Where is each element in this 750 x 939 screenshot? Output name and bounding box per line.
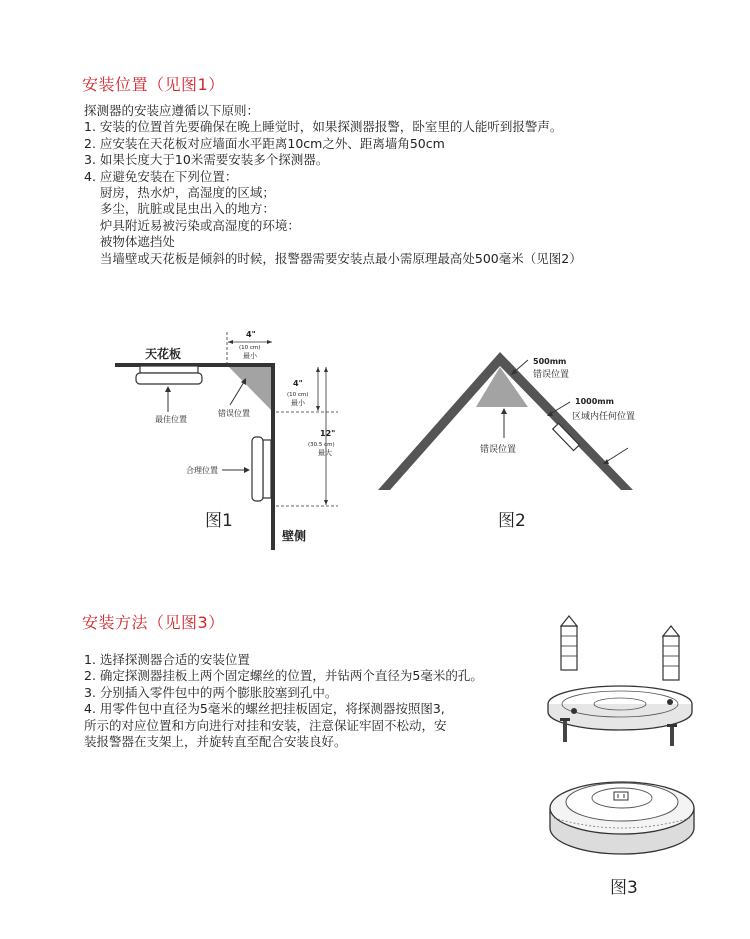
arrow-head: [501, 408, 507, 414]
dim-side-sub: (10 cm): [287, 392, 309, 398]
wall-label: 壁侧: [282, 529, 307, 543]
dim-long-sub: (30.5 cm): [308, 442, 335, 448]
arrow-head: [165, 386, 171, 392]
wrong-top-label: 错误位置: [533, 370, 570, 380]
label-500mm: 500mm: [533, 357, 567, 366]
figure-2-caption: 图2: [498, 511, 526, 531]
figure-1-diagram: [100, 320, 360, 555]
step-line: 所示的对应位置和方向进行对挂和安装，注意保证牢固不松动，安: [84, 717, 447, 733]
figure-2-diagram: [370, 330, 645, 540]
label-1000mm: 1000mm: [575, 397, 614, 406]
best-position-label: 最佳位置: [155, 415, 187, 424]
dim-long-main: 12": [320, 429, 336, 438]
arrow-head: [324, 500, 328, 505]
ok-position-label: 合理位置: [186, 466, 218, 475]
arrow-head: [324, 367, 328, 372]
dim-side-main: 4": [293, 379, 303, 388]
rule-line: 厨房，热水炉，高湿度的区域；: [84, 184, 275, 200]
dim-top-main: 4": [246, 330, 256, 339]
arrow-head: [244, 467, 250, 473]
rule-line: 被物体遮挡处: [84, 234, 175, 250]
figure-1-caption: 图1: [205, 511, 233, 531]
rule-line: 当墙壁或天花板是倾斜的时候，报警器需要安装点最小需原理最高处500毫米（见图2）: [84, 250, 582, 266]
wall-detector: [252, 437, 271, 501]
arrow-head: [267, 340, 272, 344]
step-line: 1. 选择探测器合适的安装位置: [84, 652, 250, 667]
dim-top-sub: (10 cm): [239, 345, 261, 351]
wrong-bottom-label: 错误位置: [480, 445, 517, 455]
wall-anchor-right: [663, 626, 679, 680]
step-line: 装报警器在支架上，并旋转直至配合安装良好。: [84, 733, 347, 749]
rule-line: 4. 应避免安装在下列位置：: [84, 168, 238, 184]
arrow-right: [606, 448, 628, 462]
section1-intro: 探测器的安装应遵循以下原则：: [84, 103, 260, 118]
arrow-head: [316, 406, 320, 411]
anywhere-label: 区域内任何位置: [572, 412, 636, 422]
section2-text: [84, 652, 483, 750]
dim-long-note: 最大: [318, 449, 332, 457]
step-line: 3. 分别插入零件包中的两个膨胀胶塞到孔中。: [84, 684, 338, 700]
figure-3-diagram: [530, 612, 730, 912]
arrow-head: [316, 367, 320, 372]
dim-top-note: 最小: [243, 352, 257, 360]
rule-line: 炉具附近易被污染或高湿度的环境：: [84, 217, 300, 233]
rule-line: 多尘，肮脏或昆虫出入的地方：: [84, 201, 275, 217]
section1-text: [84, 103, 582, 267]
section2-title: 安装方法（见图3）: [82, 613, 225, 632]
screw-right: [667, 724, 677, 746]
rule-line: 2. 应安装在天花板对应墙面水平距离10cm之外、距离墙角50cm: [84, 135, 445, 151]
section1-title: 安装位置（见图1）: [82, 75, 225, 94]
wrong-arrow: [230, 382, 244, 405]
rule-line: 1. 安装的位置首先要确保在晚上睡觉时，如果探测器报警，卧室里的人能听到报警声。: [84, 119, 563, 135]
wrong-position-label: 错误位置: [218, 409, 250, 418]
mounting-plate: [548, 686, 692, 730]
dead-air-zone: [227, 365, 273, 412]
ceiling-detector: [136, 366, 202, 384]
rule-line: 3. 如果长度大于10米需要安装多个探测器。: [84, 152, 329, 168]
detector-body: [550, 782, 694, 854]
arrow-500: [514, 360, 528, 372]
step-line: 2. 确定探测器挂板上两个固定螺丝的位置，并钻两个直径为5毫米的孔。: [84, 668, 483, 684]
step-line: 4. 用零件包中直径为5毫米的螺丝把挂板固定，将探测器按照图3,: [84, 701, 445, 717]
ceiling-label: 天花板: [145, 347, 182, 361]
dim-side-note: 最小: [291, 399, 305, 407]
wall-anchor-left: [561, 616, 577, 670]
arrow-head: [228, 340, 233, 344]
figure-3-caption: 图3: [610, 878, 638, 898]
